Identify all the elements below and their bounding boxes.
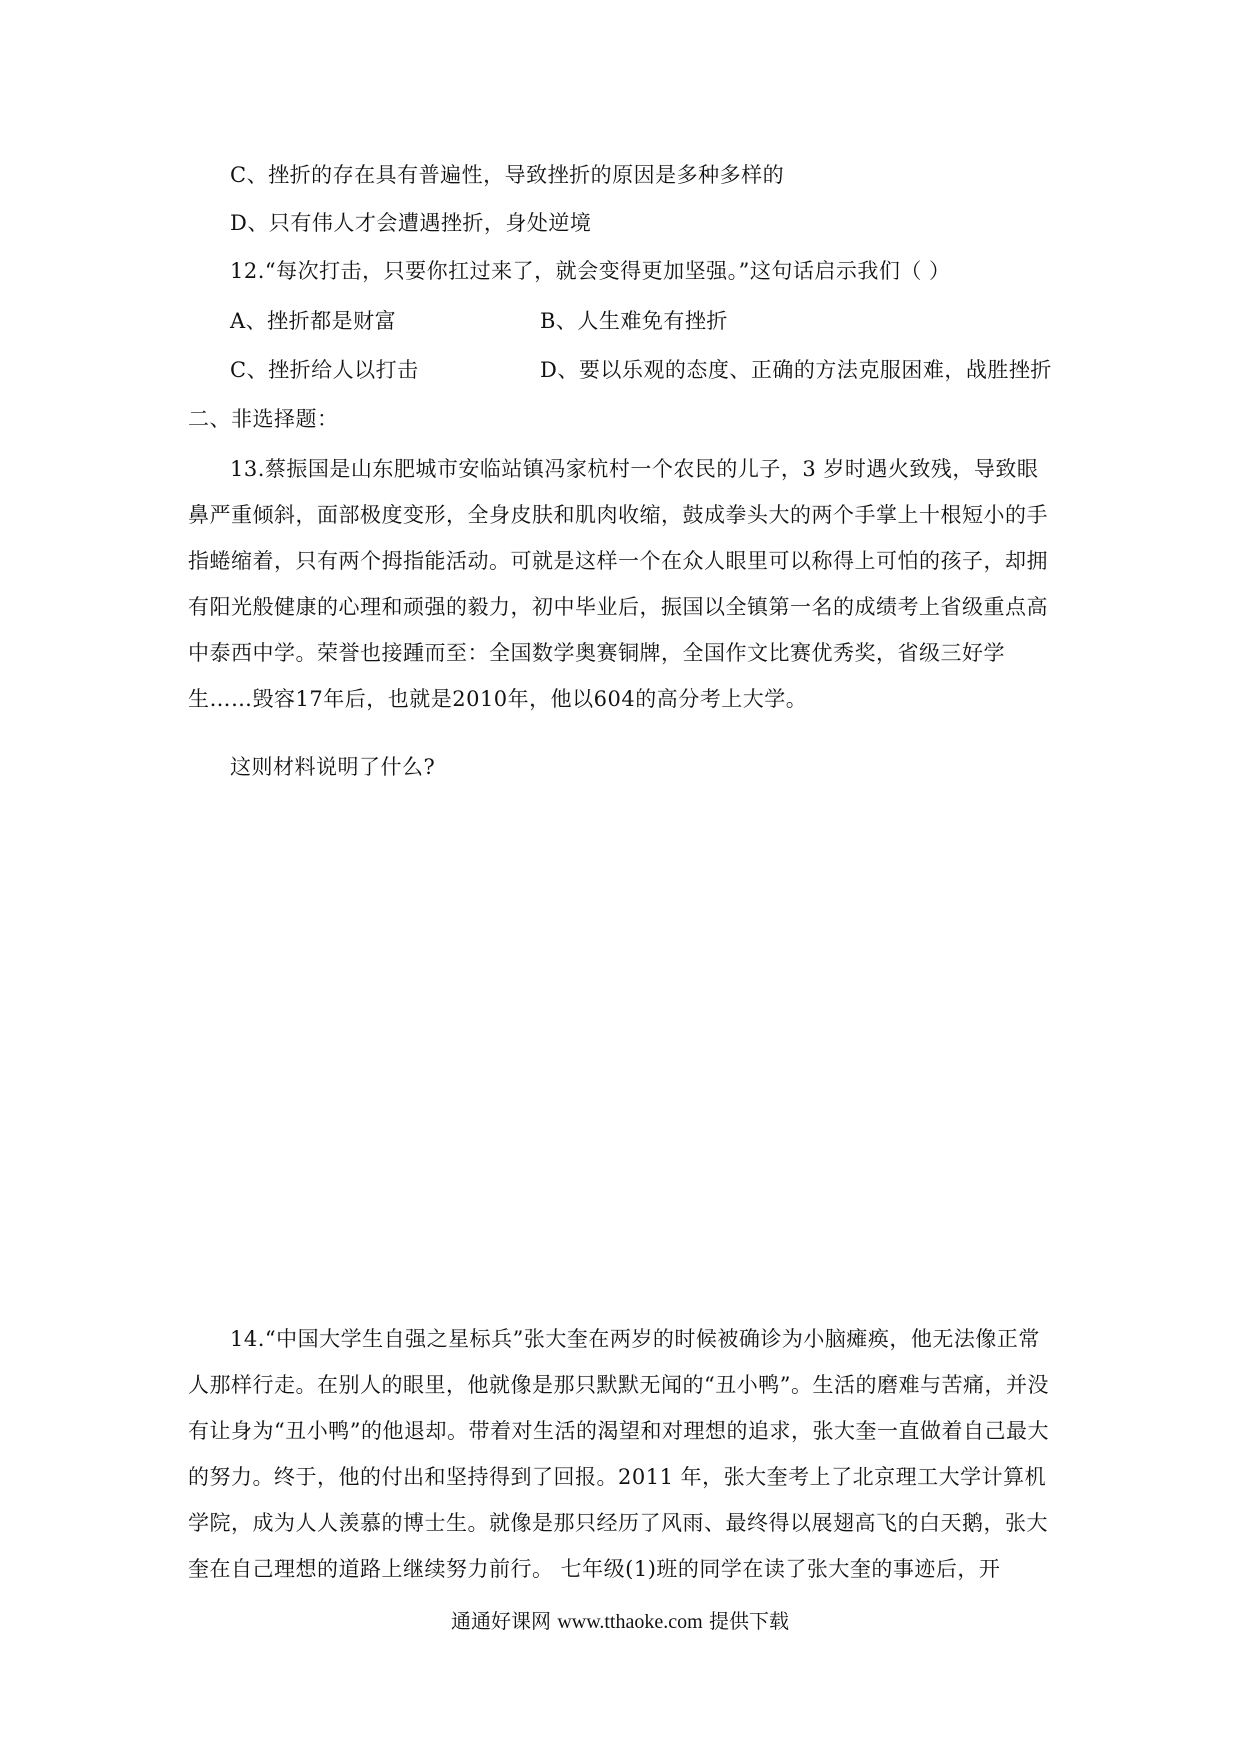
footer-site-name: 通通好课网 — [450, 1609, 551, 1633]
q12-stem: 12.“每次打击，只要你扛过来了，就会变得更加坚强。”这句话启示我们（ ） — [230, 259, 951, 283]
footer-suffix: 提供下载 — [709, 1609, 790, 1633]
q12-option-d: D、要以乐观的态度、正确的方法克服困难，战胜挫折 — [540, 358, 1052, 382]
page-footer — [0, 1607, 1240, 1636]
q12-option-c: C、挫折给人以打击 — [230, 358, 419, 382]
q13-question: 这则材料说明了什么? — [230, 755, 436, 779]
q11-option-d: D、只有伟人才会遭遇挫折，身处逆境 — [230, 211, 592, 235]
q14-paragraph: 14.“中国大学生自强之星标兵”张大奎在两岁的时候被确诊为小脑瘫痪，他无法像正常人那样行走。在别人的眼里，他就像是那只默默无闻的“丑小鸭”。生活的磨难与苦痛，并没有让身为“丑小鸭”的他退却。带着对生活的渴望和对理想的追求，张大奎一直做着自己最大的努力。终于，他的付出和坚持得到了回报。2011 年，张大奎考上了北京理工大学计算机学院，成为人人羡慕的博士生。就像是那只经历了风雨、最终得以展翅高飞的白天鹅，张大奎在自己理想的道路上继续努力前行。 七年级(1)班的同学在读了张大奎的事迹后，开 — [188, 1327, 1049, 1581]
q12-option-b: B、人生难免有挫折 — [540, 309, 728, 333]
section-title: 二、非选择题： — [188, 407, 339, 431]
q12-option-a: A、挫折都是财富 — [230, 309, 397, 333]
q13-paragraph: 13.蔡振国是山东肥城市安临站镇冯家杭村一个农民的儿子，3 岁时遇火致残，导致眼鼻严重倾斜，面部极度变形，全身皮肤和肌肉收缩，鼓成拳头大的两个手掌上十根短小的手指蜷缩着，只有两个拇指能活动。可就是这样一个在众人眼里可以称得上可怕的孩子，却拥有阳光般健康的心理和顽强的毅力，初中毕业后，振国以全镇第一名的成绩考上省级重点高中泰西中学。荣誉也接踵而至：全国数学奥赛铜牌，全国作文比赛优秀奖，省级三好学生……毁容17年后，也就是2010年，他以604的高分考上大学。 — [188, 457, 1048, 711]
footer-url: www.tthaoke.com — [557, 1611, 703, 1633]
q11-option-c: C、挫折的存在具有普遍性，导致挫折的原因是多种多样的 — [230, 163, 785, 187]
